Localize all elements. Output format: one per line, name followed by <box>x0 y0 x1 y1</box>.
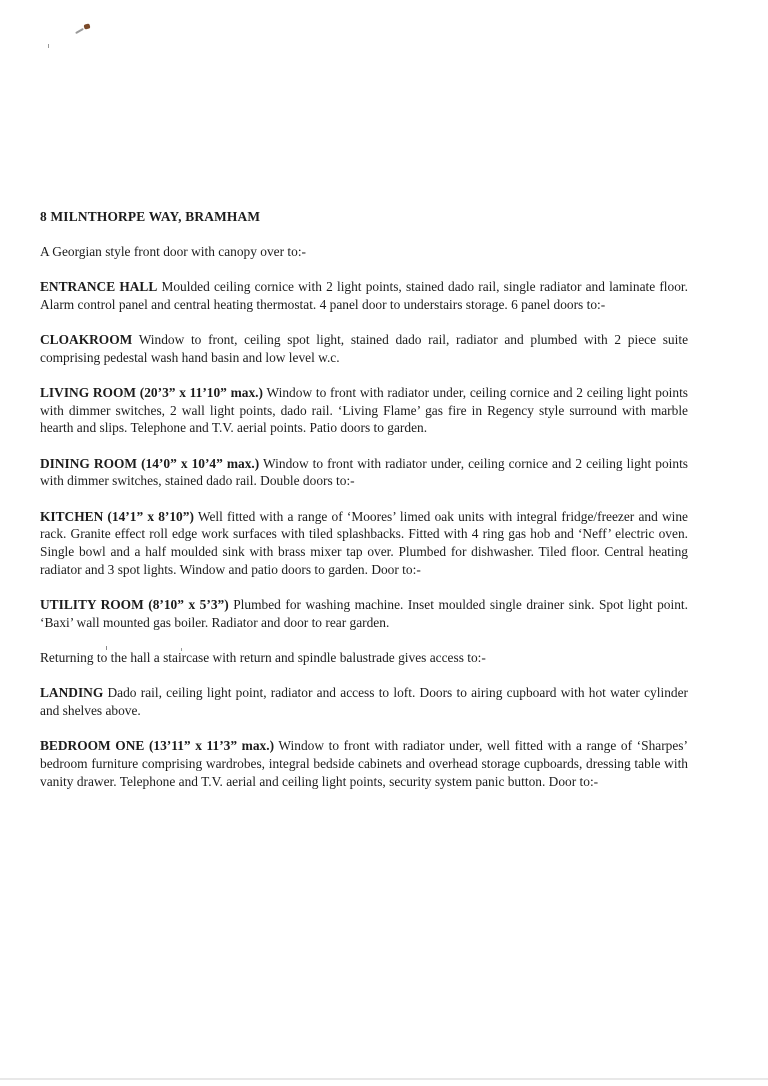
room-heading: DINING ROOM (14’0” x 10’4” max.) <box>40 455 260 471</box>
page-edge-line <box>0 1078 768 1080</box>
document-body <box>40 208 688 808</box>
room-description: Window to front with radiator under, well fitted with a range of ‘Sharpes’ bedroom furniture comprising wardrobes, integral bedside cabinets and overhead storage cupboards, dressing table with vanity drawer. Telephone and T.V. aerial and ceiling light points, security system panic button. Door to:- <box>40 738 688 789</box>
room-description: Dado rail, ceiling light point, radiator and access to loft. Doors to airing cupboard with hot water cylinder and shelves above. <box>40 685 688 719</box>
room-description: Moulded ceiling cornice with 2 light points, stained dado rail, single radiator and laminate floor. Alarm control panel and central heating thermostat. 4 panel door to understairs storage. 6 panel doors to:- <box>40 279 688 312</box>
room-heading: LIVING ROOM (20’3” x 11’10” max.) <box>40 385 263 400</box>
room-landing <box>40 684 688 719</box>
room-heading: BEDROOM ONE (13’11” x 11’3” max.) <box>40 738 275 754</box>
room-utility-room <box>40 596 688 631</box>
property-address-title: 8 MILNTHORPE WAY, BRAMHAM <box>40 209 261 224</box>
room-heading: CLOAKROOM <box>40 332 133 347</box>
room-description: Plumbed for washing machine. Inset moulded single drainer sink. Spot light point. ‘Baxi’ wall mounted gas boiler. Radiator and door to rear garden. <box>40 597 688 630</box>
room-bedroom-one <box>40 737 688 790</box>
room-heading: LANDING <box>40 685 104 701</box>
room-heading: ENTRANCE HALL <box>40 279 158 294</box>
room-kitchen <box>40 508 688 579</box>
room-description: Window to front, ceiling spot light, stained dado rail, radiator and plumbed with 2 piece suite comprising pedestal wash hand basin and low level w.c. <box>40 332 689 365</box>
room-heading: UTILITY ROOM (8’10” x 5’3”) <box>40 597 229 613</box>
room-heading: KITCHEN (14’1” x 8’10”) <box>40 508 194 524</box>
scan-mark <box>75 28 84 34</box>
scan-mark <box>48 44 49 48</box>
room-description: Well fitted with a range of ‘Moores’ limed oak units with integral fridge/freezer and wine rack. Granite effect roll edge work surfaces with tiled splashbacks. Fitted with 4 ring gas hob and ‘Neff’ electric oven. Single bowl and a half moulded sink with brass mixer tap over. Plumbed for dishwasher. Tiled floor. Central heating radiator and 3 spot lights. Window and patio doors to garden. Door to:- <box>40 508 688 577</box>
intro-paragraph: A Georgian style front door with canopy over to:- <box>40 243 307 259</box>
scan-mark <box>83 23 90 29</box>
room-description: Window to front with radiator under, ceiling cornice and 2 ceiling light points with dimmer switches, stained dado rail. Double doors to:- <box>40 455 688 489</box>
staircase-description: Returning to the hall a staircase with return and spindle balustrade gives access to:- <box>40 650 486 666</box>
staircase-paragraph <box>40 649 688 667</box>
room-cloakroom <box>40 331 688 366</box>
room-entrance-hall <box>40 278 688 313</box>
room-living-room <box>40 384 688 437</box>
room-description: Window to front with radiator under, ceiling cornice and 2 ceiling light points with dimmer switches, 2 wall light points, dado rail. ‘Living Flame’ gas fire in Regency style surround with marble hearth and slips. Telephone and T.V. aerial points. Patio doors to garden. <box>40 385 689 436</box>
room-dining-room <box>40 455 688 490</box>
